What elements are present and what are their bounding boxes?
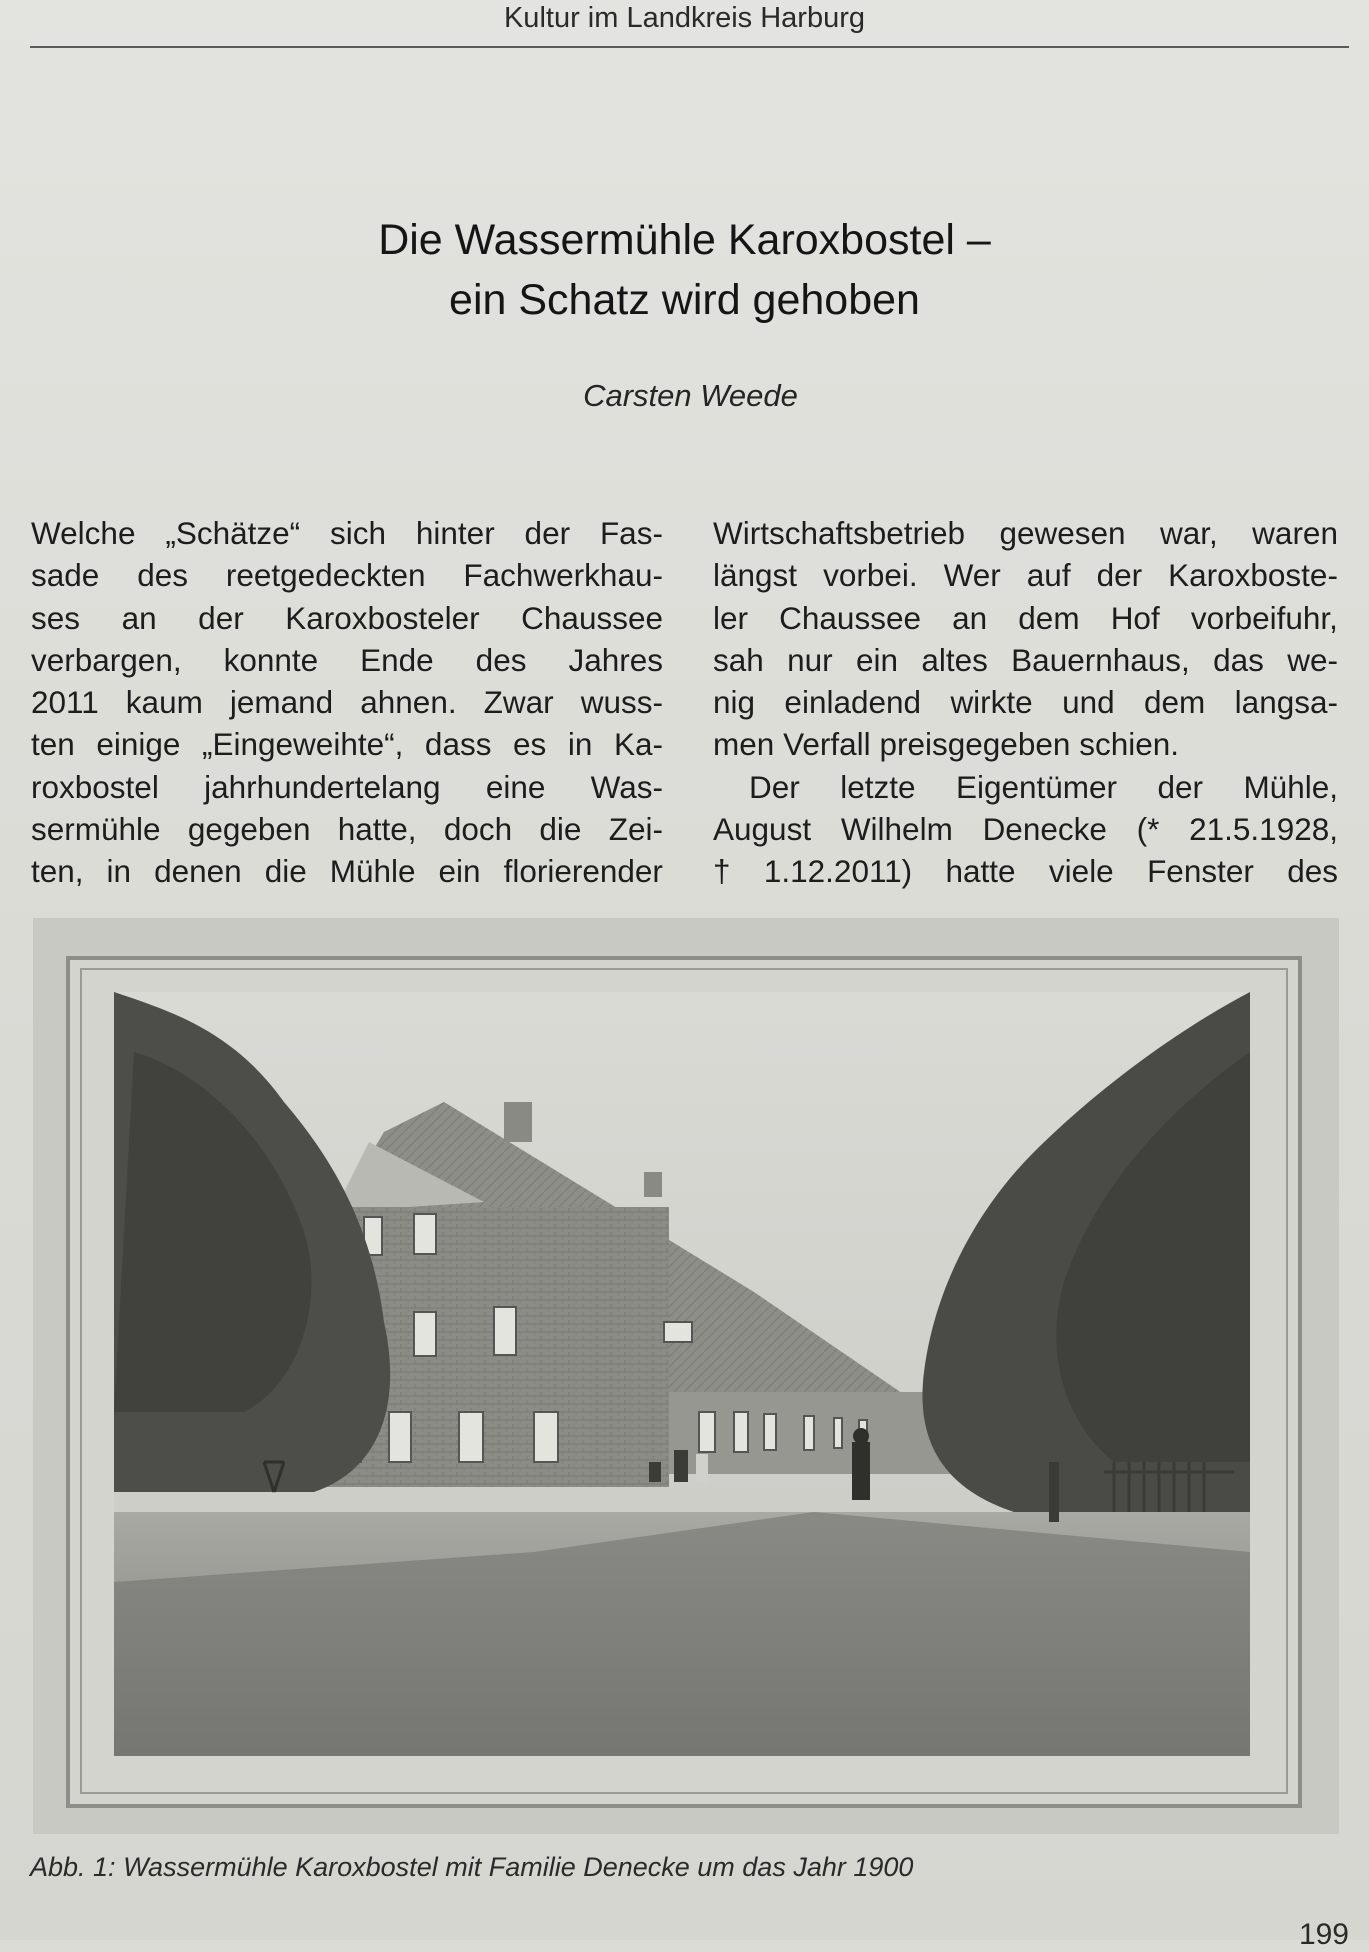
- text-line: [31, 597, 663, 639]
- word: sah: [713, 641, 764, 678]
- word: schien.: [1079, 726, 1180, 763]
- word: hatte,: [337, 811, 417, 848]
- word: eine: [485, 768, 546, 805]
- text-column-left: [31, 512, 663, 893]
- word: vorbeifuhr,: [1190, 599, 1338, 636]
- historic-photo-watermill: [114, 992, 1250, 1756]
- word: der: [1096, 557, 1143, 594]
- header-rule: [30, 46, 1349, 48]
- word: in: [567, 726, 593, 763]
- word: Was-: [590, 768, 663, 805]
- word: sade: [31, 557, 100, 594]
- word: 1.12.2011): [763, 853, 913, 890]
- word: roxbostel: [31, 768, 159, 805]
- word: Chaussee: [521, 599, 663, 636]
- word: kaum: [125, 684, 203, 721]
- word: des: [475, 641, 527, 678]
- author-name: Carsten Weede: [583, 378, 798, 413]
- word: an: [952, 599, 988, 636]
- word: Der: [749, 768, 800, 805]
- text-line: [713, 597, 1338, 639]
- word: wuss-: [580, 684, 663, 721]
- text-line: [713, 723, 1338, 765]
- word: Bauernhaus,: [1011, 641, 1190, 678]
- word: Ka-: [613, 726, 663, 763]
- word: altes: [921, 641, 988, 678]
- word: Ende: [360, 641, 434, 678]
- word: (*: [1136, 811, 1160, 848]
- word: Fenster: [1147, 853, 1254, 890]
- photo-illustration: [114, 992, 1250, 1756]
- word: ein: [438, 853, 481, 890]
- text-line: [31, 681, 663, 723]
- word: konnte: [223, 641, 319, 678]
- word: einladend: [784, 684, 922, 721]
- text-line: [31, 639, 663, 681]
- word: preisgegeben: [879, 726, 1071, 763]
- word: des: [1287, 853, 1338, 890]
- word: „Schätze“: [165, 515, 301, 551]
- figure-caption: Abb. 1: Wassermühle Karoxbostel mit Familie Denecke um das Jahr 1900: [30, 1852, 914, 1882]
- word: des: [137, 557, 188, 594]
- word: nur: [787, 641, 833, 678]
- text-line: [713, 850, 1338, 892]
- word: gegeben: [187, 811, 311, 848]
- word: August: [713, 811, 812, 848]
- word: längst: [713, 557, 798, 594]
- word: der: [198, 599, 244, 636]
- word: letzte: [840, 768, 916, 805]
- text-column-right: [713, 512, 1338, 893]
- word: florierender: [503, 853, 663, 890]
- word: Wirtschaftsbetrieb: [713, 515, 966, 551]
- word: dass: [424, 726, 492, 763]
- word: das: [1213, 641, 1264, 678]
- word: Hof: [1110, 599, 1160, 636]
- text-line: [31, 808, 663, 850]
- word: es: [513, 726, 547, 763]
- text-line: [713, 554, 1338, 596]
- word: Zwar: [483, 684, 554, 721]
- word: 2011: [31, 684, 99, 721]
- text-line: [713, 681, 1338, 723]
- word: und: [1062, 684, 1115, 721]
- text-line: [31, 850, 663, 892]
- word: jahrhundertelang: [204, 768, 441, 805]
- text-line: [713, 639, 1338, 681]
- word: hatte: [945, 853, 1016, 890]
- word: doch: [443, 811, 513, 848]
- word: reetgedeckten: [225, 557, 426, 594]
- text-line: [31, 554, 663, 596]
- text-line: [713, 512, 1338, 554]
- word: ten: [31, 726, 75, 763]
- word: war,: [1159, 515, 1218, 551]
- word: die: [539, 811, 582, 848]
- word: Mühle: [329, 853, 416, 890]
- word: die: [264, 853, 307, 890]
- word: 21.5.1928,: [1189, 811, 1338, 848]
- word: Wer: [943, 557, 1001, 594]
- text-line: [31, 766, 663, 808]
- word: langsa-: [1234, 684, 1338, 721]
- word: Eigentümer: [955, 768, 1118, 805]
- word: ein: [855, 641, 898, 678]
- word: Welche: [31, 515, 136, 551]
- word: gewesen: [999, 515, 1126, 551]
- word: viele: [1048, 853, 1114, 890]
- word: men: [713, 726, 775, 763]
- word: Chaussee: [779, 599, 921, 636]
- word: ses: [31, 599, 81, 636]
- word: ten,: [31, 853, 84, 890]
- word: ahnen.: [360, 684, 457, 721]
- word: jemand: [229, 684, 334, 721]
- text-line: [31, 723, 663, 765]
- word: waren: [1252, 515, 1338, 551]
- word: auf: [1026, 557, 1071, 594]
- word: Wilhelm: [840, 811, 953, 848]
- word: Fas-: [599, 515, 663, 551]
- text-line: [31, 512, 663, 554]
- article-title: [150, 210, 1219, 330]
- word: dem: [1144, 684, 1206, 721]
- word: hinter: [415, 515, 495, 551]
- word: Verfall: [783, 726, 871, 763]
- word: „Eingeweihte“,: [202, 726, 404, 763]
- word: der: [524, 515, 571, 551]
- word: Karoxbosteler: [285, 599, 480, 636]
- word: der: [1157, 768, 1203, 805]
- word: denen: [154, 853, 242, 890]
- word: verbargen,: [31, 641, 182, 678]
- word: wirkte: [950, 684, 1033, 721]
- word: an: [121, 599, 157, 636]
- title-line-1: Die Wassermühle Karoxbostel –: [378, 216, 991, 264]
- word: †: [713, 853, 731, 890]
- word: Zei-: [608, 811, 663, 848]
- word: Jahres: [568, 641, 663, 678]
- word: Fachwerkhau-: [463, 557, 663, 594]
- title-line-2: ein Schatz wird gehoben: [449, 276, 920, 324]
- running-head: Kultur im Landkreis Harburg: [503, 2, 866, 34]
- word: einige: [96, 726, 181, 763]
- word: we-: [1287, 641, 1338, 678]
- word: sermühle: [31, 811, 161, 848]
- word: Karoxboste-: [1168, 557, 1338, 594]
- word: dem: [1018, 599, 1080, 636]
- text-line: [713, 808, 1338, 850]
- word: ler: [713, 599, 749, 636]
- word: nig: [713, 684, 756, 721]
- word: Mühle,: [1243, 768, 1338, 805]
- text-line: [713, 766, 1338, 808]
- word: Denecke: [982, 811, 1107, 848]
- word: in: [106, 853, 132, 890]
- word: sich: [330, 515, 387, 551]
- page-number: 199: [1298, 1918, 1349, 1951]
- word: vorbei.: [823, 557, 918, 594]
